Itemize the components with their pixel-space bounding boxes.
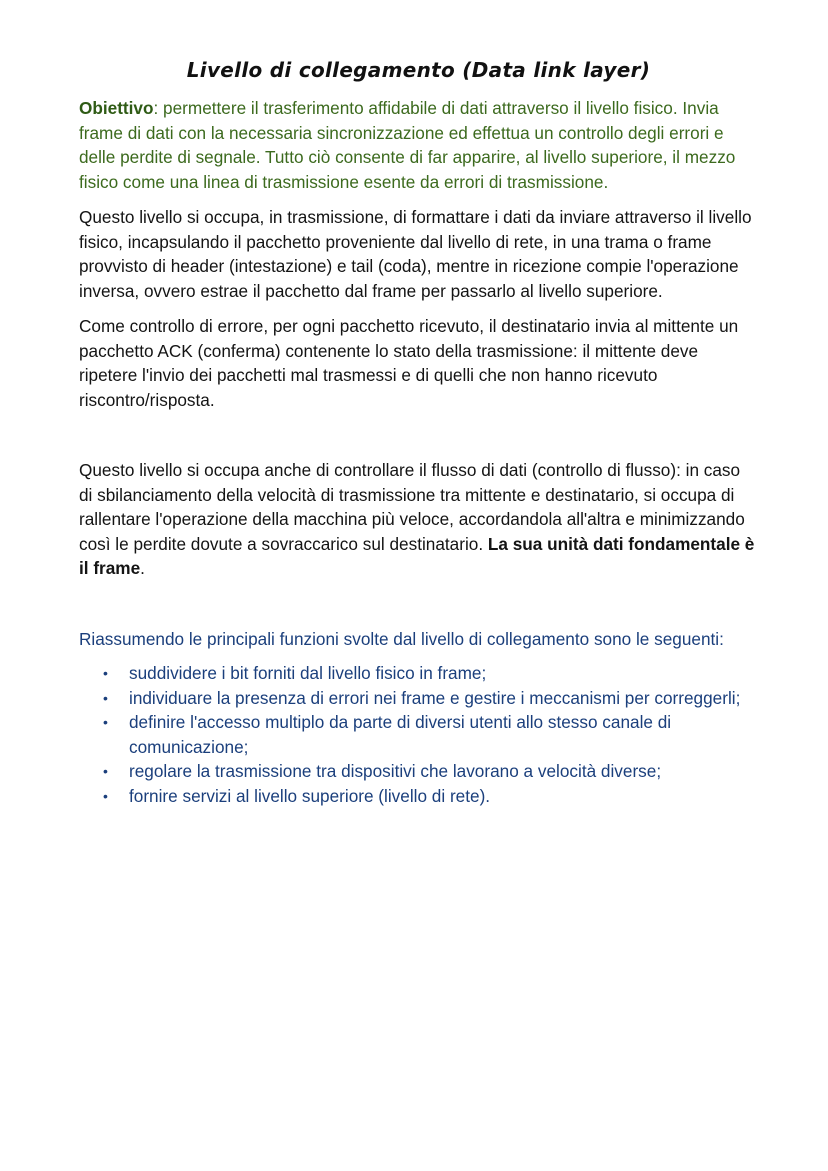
bullet-icon: • bbox=[103, 714, 108, 730]
list-item-text: suddividere i bit forniti dal livello fisico in frame; bbox=[129, 663, 487, 683]
list-item-text: individuare la presenza di errori nei frame e gestire i meccanismi per correggerli; bbox=[129, 687, 741, 708]
bullet-icon: • bbox=[103, 665, 108, 681]
frame-unit-statement: La sua unità dati fondamentale è il frame bbox=[79, 533, 755, 578]
flow-control-text: Questo livello si occupa anche di controllare il flusso di dati (controllo di flusso): in caso di sbilanciamento della velocità di trasmissione tra mittente e destinatario, si occupa di rallentare l'operazione della macchina più veloce, accordandola all'altra e minimizzando così le perdite dovute a sovraccarico sul destinatario. bbox=[79, 460, 745, 554]
summary-intro: Riassumendo le principali funzioni svolte dal livello di collegamento sono le seguenti: bbox=[79, 628, 724, 649]
list-item bbox=[103, 759, 758, 784]
list-item-text: definire l'accesso multiplo da parte di diversi utenti allo stesso canale di comunicazione; bbox=[129, 712, 672, 757]
list-item bbox=[103, 661, 758, 686]
flow-control-end: . bbox=[140, 558, 145, 578]
objective-text: : permettere il trasferimento affidabile di dati attraverso il livello fisico. Invia frame di dati con la necessaria sincronizzazione ed effettua un controllo degli errori e delle perdite di segnale. Tutto ciò consente di far apparire, al livello superiore, il mezzo fisico come una linea di trasmissione esente da errori di trasmissione. bbox=[79, 98, 736, 192]
format-paragraph: Questo livello si occupa, in trasmissione, di formattare i dati da inviare attraverso il livello fisico, incapsulando il pacchetto proveniente dal livello di rete, in una trama o frame provvisto di header (intestazione) e tail (coda), mentre in ricezione compie l'operazione inversa, ovvero estrae il pacchetto dal frame per passarlo al livello superiore. bbox=[79, 207, 752, 301]
objective-lead: Obiettivo bbox=[79, 98, 154, 118]
bullet-icon: • bbox=[103, 689, 108, 706]
list-item bbox=[103, 784, 758, 809]
ack-paragraph: Come controllo di errore, per ogni pacchetto ricevuto, il destinatario invia al mittente un pacchetto ACK (conferma) contenente lo stato della trasmissione: il mittente deve ripetere l'invio dei pacchetti mal trasmessi e di quelli che non hanno ricevuto riscontro/risposta. bbox=[79, 316, 739, 410]
list-item bbox=[103, 686, 758, 711]
functions-list bbox=[79, 661, 758, 808]
list-item-text: regolare la trasmissione tra dispositivi che lavorano a velocità diverse; bbox=[129, 761, 662, 781]
bullet-icon: • bbox=[103, 763, 108, 779]
list-item-text: fornire servizi al livello superiore (livello di rete). bbox=[129, 785, 491, 806]
list-item bbox=[103, 710, 758, 759]
bullet-icon: • bbox=[103, 787, 108, 804]
page-title: Livello di collegamento (Data link layer) bbox=[186, 58, 651, 82]
objective-paragraph bbox=[79, 96, 758, 194]
flow-control-paragraph bbox=[79, 458, 758, 581]
